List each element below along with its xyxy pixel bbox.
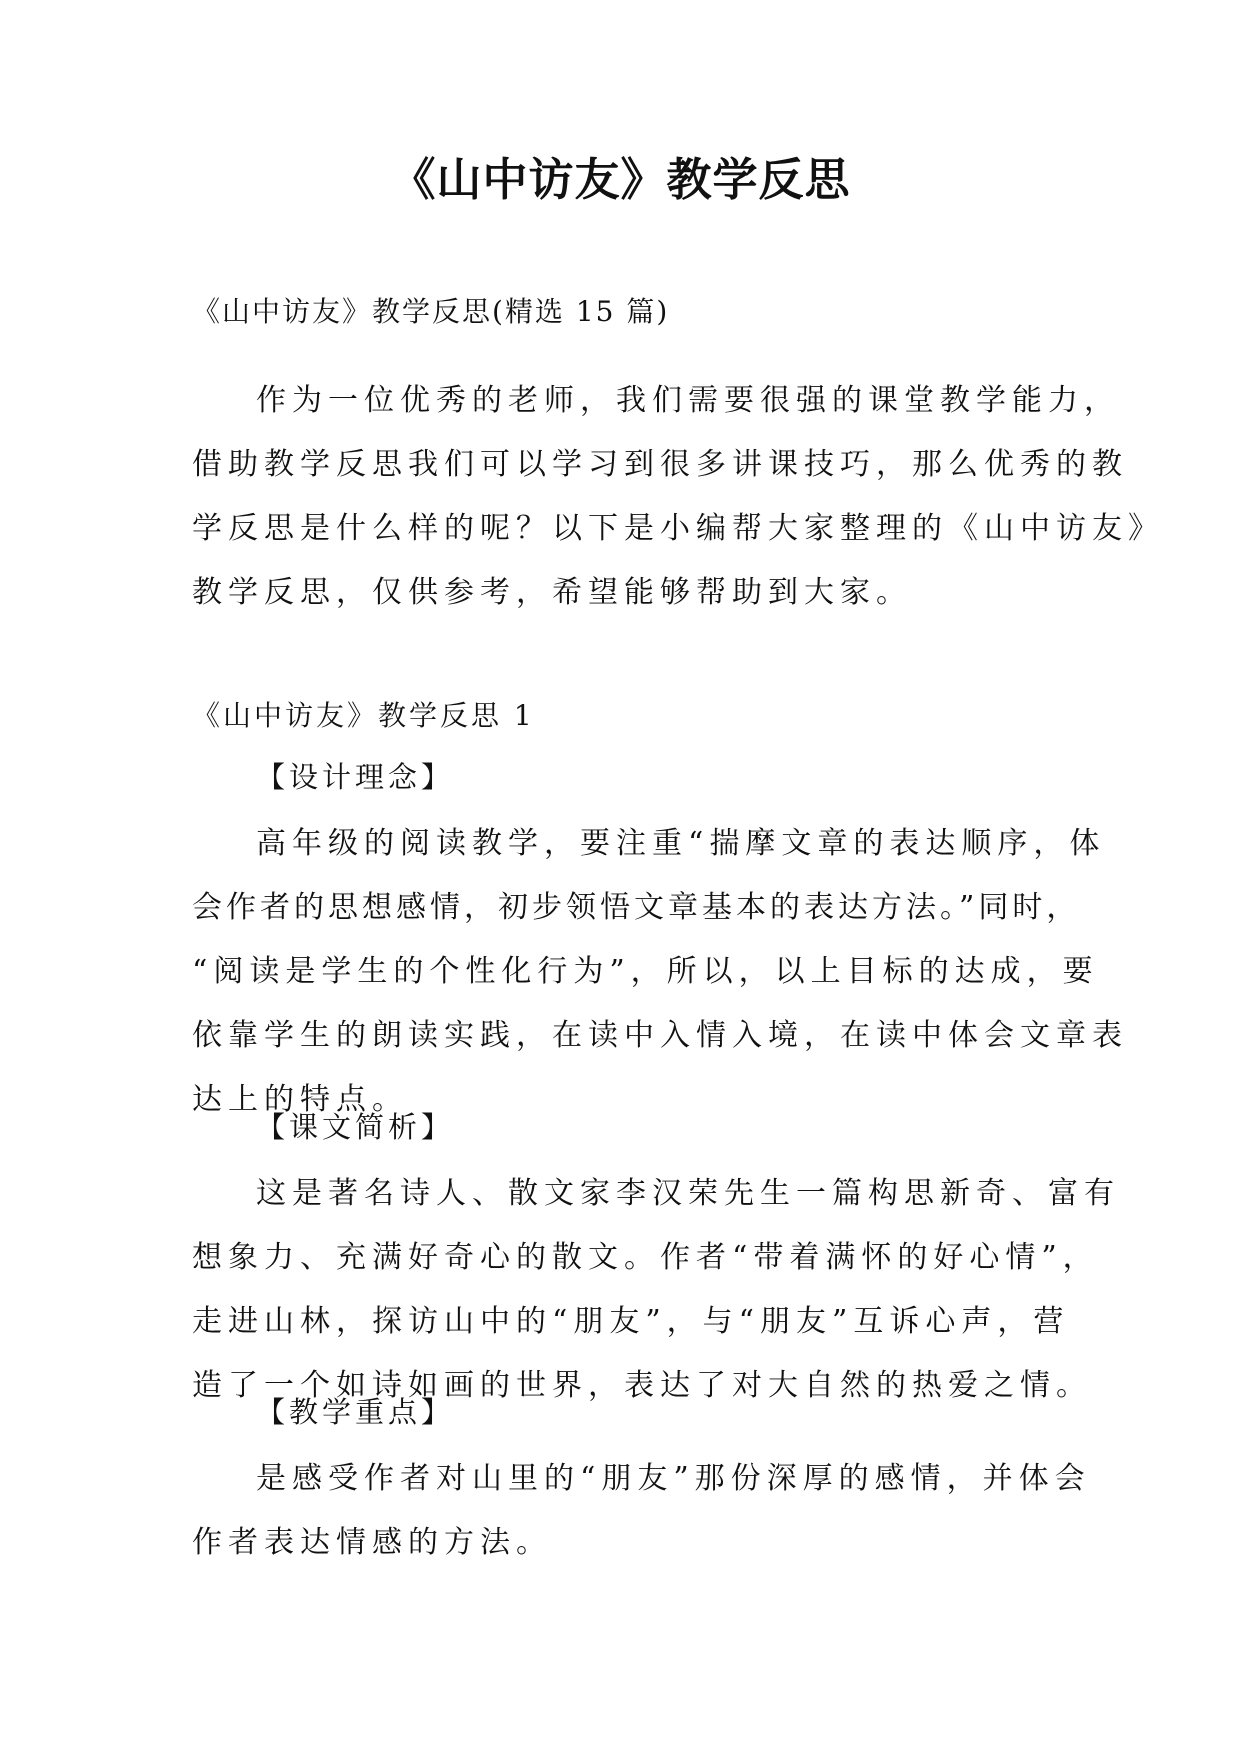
focus-line: 作者表达情感的方法。 [192,1525,552,1560]
intro-paragraph [192,369,1164,625]
analysis-line: 这是著名诗人、散文家李汉荣先生一篇构思新奇、富有 [256,1176,1120,1211]
focus-line: 是感受作者对山里的“朋友”那份深厚的感情，并体会 [256,1461,1091,1496]
design-line: “阅读是学生的个性化行为”，所以，以上目标的达成，要 [192,954,1099,989]
design-paragraph [192,812,1128,1132]
analysis-heading: 【课文简析】 [256,1110,455,1144]
analysis-line: 造了一个如诗如画的世界，表达了对大自然的热爱之情。 [192,1368,1092,1403]
intro-line: 教学反思，仅供参考，希望能够帮助到大家。 [192,575,912,610]
intro-line: 学反思是什么样的呢？以下是小编帮大家整理的《山中访友》 [192,511,1164,546]
section-title: 《山中访友》教学反思 1 [192,699,535,732]
analysis-line: 想象力、充满好奇心的散文。作者“带着满怀的好心情”， [192,1240,1099,1275]
design-heading: 【设计理念】 [256,760,455,794]
focus-heading: 【教学重点】 [256,1395,455,1429]
analysis-line: 走进山林，探访山中的“朋友”，与“朋友”互诉心声，营 [192,1304,1070,1339]
design-line: 高年级的阅读教学，要注重“揣摩文章的表达顺序，体 [256,826,1106,861]
focus-paragraph [192,1447,1092,1575]
design-line: 达上的特点。 [192,1082,408,1117]
analysis-paragraph [192,1162,1120,1418]
intro-line: 作为一位优秀的老师，我们需要很强的课堂教学能力， [256,383,1120,418]
document-subtitle: 《山中访友》教学反思(精选 15 篇) [192,295,670,328]
document-title: 《山中访友》教学反思 [390,153,851,206]
design-line: 会作者的思想感情，初步领悟文章基本的表达方法。”同时， [192,890,1081,925]
intro-line: 借助教学反思我们可以学习到很多讲课技巧，那么优秀的教 [192,447,1128,482]
design-line: 依靠学生的朗读实践，在读中入情入境，在读中体会文章表 [192,1018,1128,1053]
